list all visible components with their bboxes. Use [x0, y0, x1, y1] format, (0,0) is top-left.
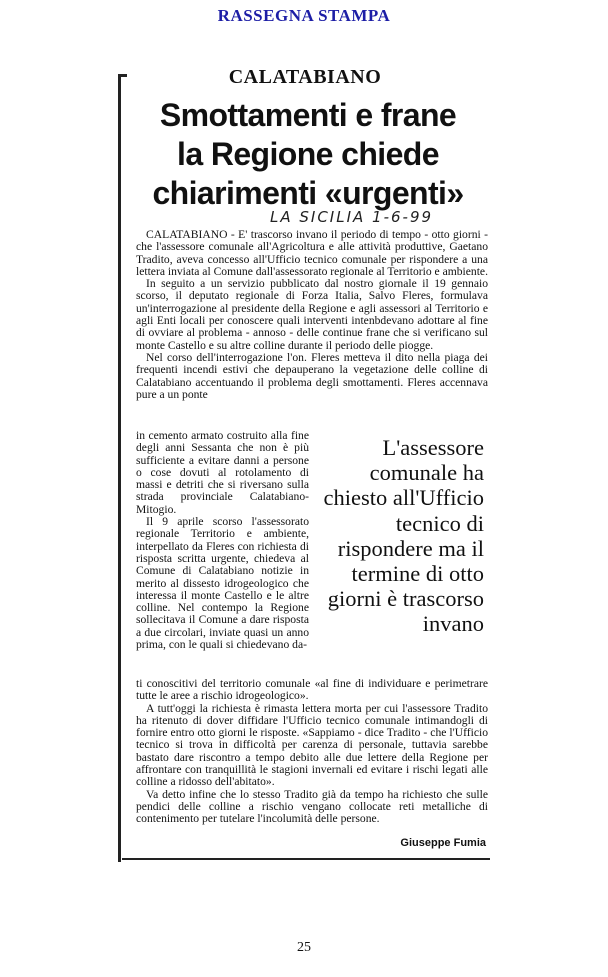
paragraph: CALATABIANO - E' trascorso invano il periodo di tempo - otto giorni - che l'assessore comunale all'Agricoltura e alle attività produttive, Gaetano Tradito, aveva concesso all'Ufficio tecnico comunale per rispondere a una lettera inviata al Comune dall'assessorato regionale al Territorio e ambiente.: [136, 228, 488, 278]
headline-line: chiarimenti «urgenti»: [152, 175, 464, 211]
article-body-top: [136, 229, 488, 401]
pull-quote: L'assessore comunale ha chiesto all'Ufficio tecnico di rispondere ma il termine di otto giorni è trascorso invano: [323, 435, 484, 637]
paragraph: A tutt'oggi la richiesta è rimasta lettera morta per cui l'assessore Tradito ha ritenuto di dover diffidare l'Ufficio tecnico comunale intimandogli di fornire entro otto giorni le risposte. «Sappiamo - dice Tradito - che l'Ufficio tecnico si trova in difficoltà per carenza di personale, tuttavia sarebbe bastato dare riscontro a tempo debito alle due lettere della Regione per affrontare con tranquillità le stagioni invernali ed evitare i rischi legati alle colline a ridosso dell'abitato».: [136, 701, 488, 789]
article-body-narrow-column: [136, 430, 309, 651]
headline-line: Smottamenti e frane: [159, 97, 457, 133]
paragraph: Nel corso dell'interrogazione l'on. Fleres metteva il dito nella piaga dei frequenti incendi estivi che depauperano la vegetazione delle colline di Calatabiano accentuando il problema degli smottamenti. Fleres accennava pure a un ponte: [136, 350, 488, 401]
page-number: 25: [297, 940, 311, 955]
paragraph: Va detto infine che lo stesso Tradito già da tempo ha richiesto che sulle pendici delle colline a rischio vengano collocate reti metalliche di contenimento per tutelare l'incolumità delle persone.: [136, 787, 488, 826]
handwritten-source-note: LA SICILIA 1-6-99: [270, 208, 434, 226]
paragraph: ti conoscitivi del territorio comunale «al fine di individuare e perimetrare tutte le aree a rischio idrogeologico».: [136, 677, 488, 703]
article-headline: [124, 96, 492, 213]
top-rule-tick: [118, 74, 127, 77]
left-rule: [118, 74, 121, 862]
paragraph: in cemento armato costruito alla fine degli anni Sessanta che non è più sufficiente a evitare danni a persone o cose dovuti al rotolamento di massi e detriti che si riversano sulla strada provinciale Calatabiano-Mitogio.: [136, 429, 309, 516]
paragraph: Il 9 aprile scorso l'assessorato regionale Territorio e ambiente, interpellato da Fleres con richiesta di risposta scritta urgente, chiedeva al Comune di Calatabiano notizie in merito al dissesto idrogeologico che interessa il monte Castello e le altre colline. Nel contempo la Regione sollecitava il Comune a dare risposta a due circolari, inviate quasi un anno prima, con le quali si chiedevano da-: [136, 515, 309, 652]
header-title: RASSEGNA STAMPA: [217, 6, 391, 25]
bottom-rule: [122, 858, 490, 860]
article-location: CALATABIANO: [228, 66, 382, 88]
headline-line: la Regione chiede: [177, 136, 439, 172]
article-body-bottom: [136, 678, 488, 826]
author-byline: Giuseppe Fumia: [400, 837, 486, 849]
paragraph: In seguito a un servizio pubblicato dal nostro giornale il 19 gennaio scorso, il deputato regionale di Forza Italia, Salvo Fleres, formulava un'interrogazione al presidente della Regione e agli assessori al Territorio e agli Enti locali per conoscere quali interventi intenbdevano adottare al fine di ovviare al problema - annoso - delle continue frane che si verificano sul monte Castello e su altre colline durante il periodo delle piogge.: [136, 277, 488, 352]
